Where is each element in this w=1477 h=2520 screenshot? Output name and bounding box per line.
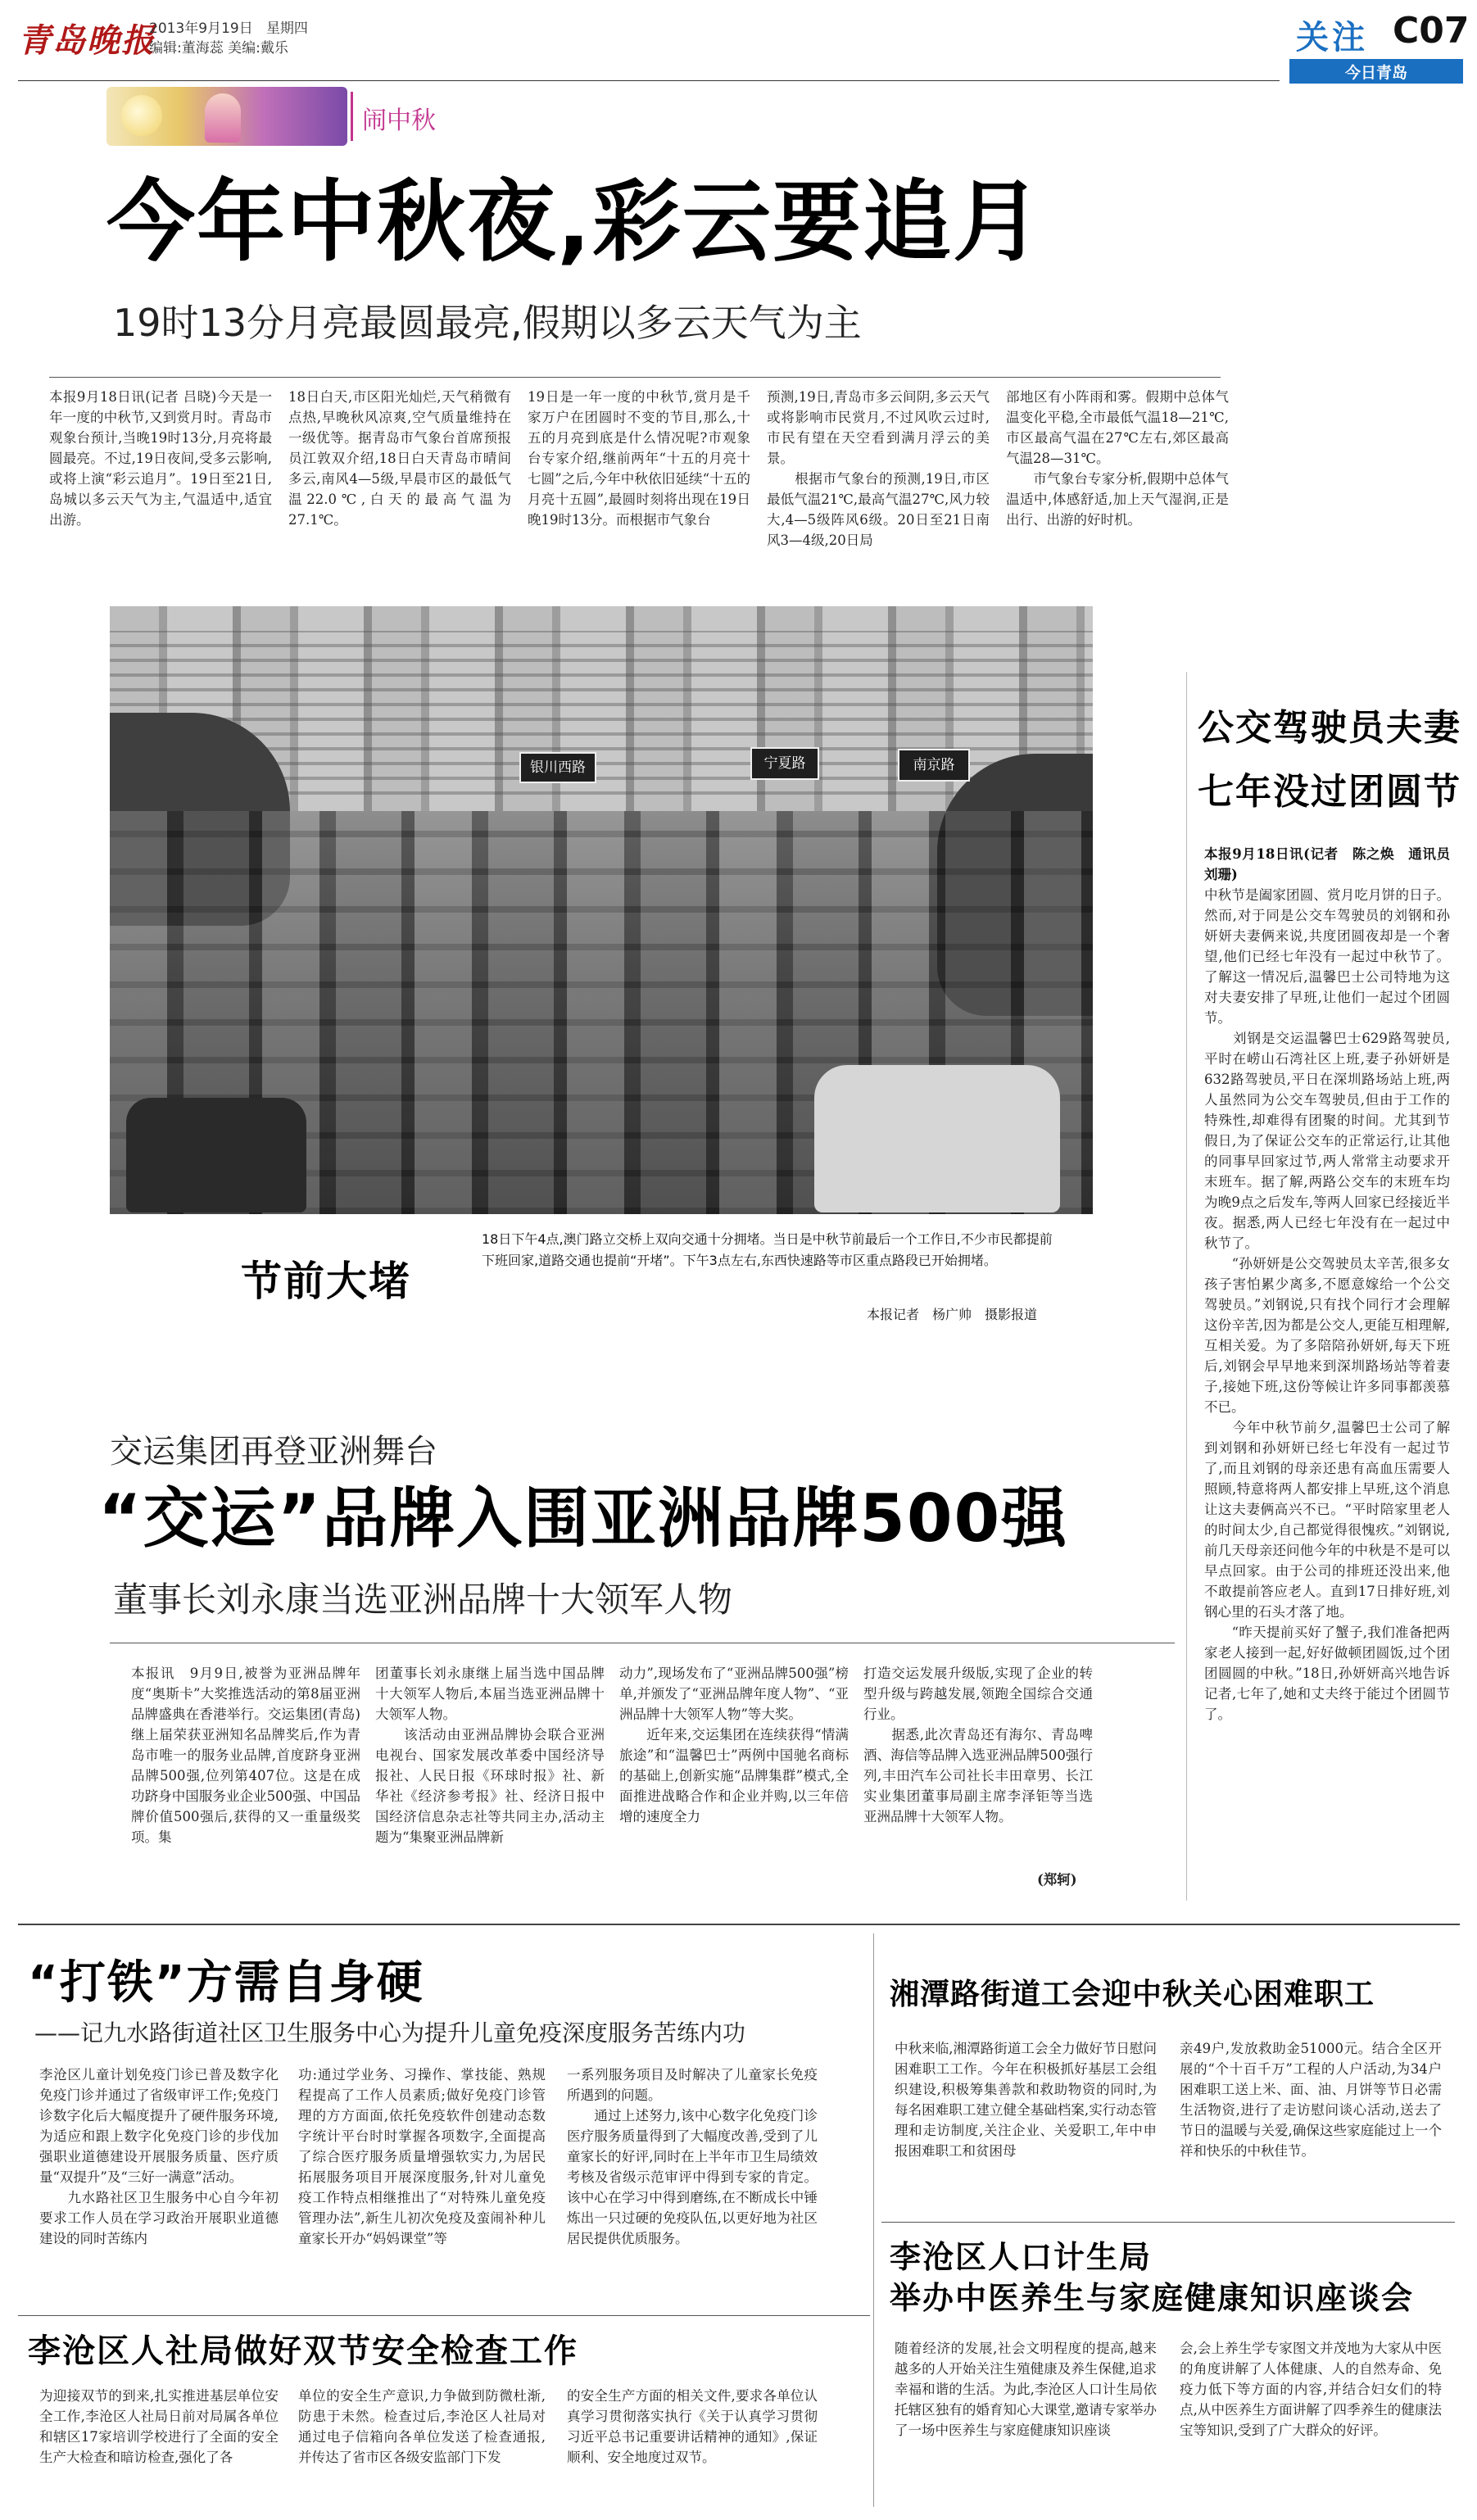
story7-title-line1: 李沧区人口计生局 (890, 2239, 1153, 2275)
story5-col3: 的安全生产方面的相关文件,要求各单位认真学习贯彻落实执行《关于认真学习贯彻习近平总书记重要讲话精神的通知》,保证顺利、安全地度过双节。 (567, 2388, 818, 2465)
story1-col4: 预测,19日,青岛市多云间阴,多云天气或将影响市民赏月,不过风吹云过时,市民有望在天空看到满月浮云的美景。 根据市气象台的预测,19日,市区最低气温21℃,最高气温27℃,风力较大,4—5级阵风6级。20日至21日南风3—4级,20日局 (767, 389, 990, 548)
story2-byline: (郑轲) (1037, 1872, 1077, 1888)
story1-rule (49, 377, 1221, 378)
page-number: C07 (1393, 10, 1470, 52)
traffic-jam-photo (110, 606, 1093, 1214)
photo-title: 节前大堵 (241, 1258, 411, 1305)
story3-text: 中秋节是阖家团圆、赏月吃月饼的日子。然而,对于同是公交车驾驶员的刘钢和孙妍妍夫妻俩来说,共度团圆夜却是一个奢望,他们已经七年没有一起过中秋节了。了解这一情况后,温馨巴士公司特地为这对夫妻安排了早班,让他们一起过个团圆节。 刘钢是交运温馨巴士629路驾驶员,平时在崂山石湾社区上班,妻子孙妍妍是632路驾驶员,平日在深圳路场站上班,两人虽然同为公交车驾驶员,但由于工作的特殊性,却难得有团聚的时间。尤其到节假日,为了保证公交车的正常运行,让其他的同事早回家过节,两人常常主动要求开末班车。据了解,两路公交车的末班车均为晚9点之后发车,等两人回家已经接近半夜。据悉,两人已经七年没有在一起过中秋节了。 “孙妍妍是公交驾驶员太辛苦,很多女孩子害怕累少离多,不愿意嫁给一个公交驾驶员。”刘钢说,只有找个同行才会理解这份辛苦,因为都是公交人,更能互相理解,互相关爱。为了多陪陪孙妍妍,每天下班后,刘钢会早早地来到深圳路场站等着妻子,接她下班,这份等候让许多同事都羡慕不已。 今年中秋节前夕,温馨巴士公司了解到刘钢和孙妍妍已经七年没有一起过节了,而且刘钢的母亲还患有高血压需要人照顾,特意将两人都安排上早班,这个消息让这夫妻俩高兴不已。“平时陪家里老人的时间太少,自己都觉得很愧疚。”刘钢说,前几天母亲还问他今年的中秋是不是可以早点回家。由于公司的排班还没出来,他不敢提前答应老人。直到17日排好班,刘钢心里的石头才落了地。 “昨天提前买好了蟹子,我们准备把两家老人接到一起,好好做顿团圆饭,过个团团圆圆的中秋。”18日,孙妍妍高兴地告诉记者,七年了,她和丈夫终于能过个团圆节了。 (1204, 887, 1450, 1722)
story1-subtitle: 19时13分月亮最圆最亮,假期以多云天气为主 (113, 301, 862, 345)
story2-col3: 动力”,现场发布了“亚洲品牌500强”榜单,并颁发了“亚洲品牌年度人物”、“亚洲品牌十大领军人物”等大奖。 近年来,交运集团在连续获得“情满旅途”和“温馨巴士”两例中国驰名商标的基础上,创新实施“品牌集群”模式,全面推进战略合作和企业并购,以三年倍增的速度全力 (619, 1666, 849, 1824)
story1-headline: 今年中秋夜,彩云要追月 (106, 171, 1044, 274)
newspaper-logo: 青岛晚报 (18, 21, 156, 60)
story2-kicker: 交运集团再登亚洲舞台 (110, 1433, 437, 1471)
masthead-rule (18, 80, 1280, 81)
subsection-label: 今日青岛 (1344, 64, 1407, 82)
lady-figure-icon (205, 93, 241, 143)
story4-subtitle: ——记九水路街道社区卫生服务中心为提升儿童免疫深度服务苦练内功 (34, 2019, 746, 2046)
bottom-column-rule (873, 1933, 874, 2507)
story1-col1: 本报9月18日讯(记者 吕晓)今天是一年一度的中秋节,又到赏月时。青岛市观象台预计,当晚19时13分,月亮将最圆最亮。不过,19日夜间,受多云影响,或将上演“彩云追月”。19日至21日,岛城以多云天气为主,气温适中,适宜出游。 (49, 389, 272, 528)
mid-autumn-banner-art (106, 87, 347, 146)
story2-col2: 团董事长刘永康继上届当选中国品牌十大领军人物后,本届当选亚洲品牌十大领军人物。 该活动由亚洲品牌协会联合亚洲电视台、国家发展改革委中国经济导报社、人民日报《环球时报》社、新华社《经济参考报》社、经济日报中国经济信息杂志社等共同主办,活动主题为“集聚亚洲品牌新 (375, 1666, 605, 1845)
foreground-car (814, 1065, 1060, 1212)
story2-headline: “交运”品牌入围亚洲品牌500强 (98, 1480, 1069, 1557)
story6-col2: 亲49户,发放救助金51000元。结合全区开展的“个十百千万”工程的人户活动,为34户困难职工送上米、面、油、月饼等节日必需生活物资,进行了走访慰问谈心活动,送去了节日的温暖与关爱,确保这些家庭能过上一个祥和快乐的中秋佳节。 (1180, 2041, 1442, 2159)
story7-title-line2: 举办中医养生与家庭健康知识座谈会 (890, 2280, 1415, 2316)
road-sign-2: 宁夏路 (750, 747, 819, 780)
banner-label: 闹中秋 (362, 107, 436, 135)
foreground-car-left (126, 1098, 306, 1212)
moon-icon (121, 95, 162, 136)
right-column-rule (1186, 672, 1187, 1901)
story5-headline: 李沧区人社局做好双节安全检查工作 (28, 2332, 578, 2370)
story3-title-line1: 公交驾驶员夫妻 (1198, 707, 1461, 749)
story2-col4: 打造交运发展升级版,实现了企业的转型升级与跨越发展,领跑全国综合交通行业。 据悉,此次青岛还有海尔、青岛啤酒、海信等品牌入选亚洲品牌500强行列,丰田汽车公司社长丰田章男、长江实业集团董事局副主席李泽钜等当选亚洲品牌十大领军人物。 (863, 1666, 1093, 1824)
story3-byline: 本报9月18日讯(记者 陈之焕 通讯员 刘珊) (1204, 846, 1464, 882)
story1-col2: 18日白天,市区阳光灿烂,天气稍微有点热,早晚秋风凉爽,空气质量维持在一级优等。据青岛市气象台首席预报员江敦双介绍,18日白天青岛市晴间多云,南风4—5级,早晨市区的最低气温22.0℃,白天的最高气温为27.1℃。 (288, 389, 511, 528)
story7-col1: 随着经济的发展,社会文明程度的提高,越来越多的人开始关注生殖健康及养生保健,追求幸福和谐的生活。为此,李沧区人口计生局依托辖区独有的婚育知心大课堂,邀请专家举办了一场中医养生与家庭健康知识座谈 (895, 2341, 1157, 2438)
section-label: 关注 (1296, 19, 1368, 57)
story6-col1: 中秋来临,湘潭路街道工会全力做好节日慰问困难职工工作。今年在积极抓好基层工会组织建设,积极筹集善款和救助物资的同时,为每名困难职工建立健全基础档案,实行动态管理和走访制度,关注企业、关爱职工,年中申报困难职工和贫困母 (895, 2041, 1157, 2159)
road-sign-1: 银川西路 (519, 752, 596, 783)
banner-divider (351, 92, 353, 141)
photo-credit: 本报记者 杨广帅 摄影报道 (867, 1307, 1038, 1322)
story1-col5: 部地区有小阵雨和雾。假期中总体气温变化平稳,全市最低气温18—21℃,市区最高气温在27℃左右,郊区最高气温28—31℃。 市气象台专家分析,假期中总体气温适中,体感舒适,加上天气湿润,正是出行、出游的好时机。 (1006, 389, 1229, 528)
story4-col3: 一系列服务项目及时解决了儿童家长免疫所遇到的问题。 通过上述努力,该中心数字化免疫门诊医疗服务质量得到了大幅度改善,受到了儿童家长的好评,同时在上半年市卫生局绩效考核及省级示范审评中得到专家的肯定。该中心在学习中得到磨练,在不断成长中锤炼出一只过硬的免疫队伍,以更好地为社区居民提供优质服务。 (567, 2067, 818, 2246)
date-text: 2013年9月19日 (149, 20, 253, 37)
story7-rule (881, 2222, 1455, 2223)
story4-col1: 李沧区儿童计划免疫门诊已普及数字化免疫门诊并通过了省级审评工作;免疫门诊数字化后大幅度提升了硬件服务环境,为适应和跟上数字化免疫门诊的步伐加强职业道德建设开展服务质量、医疗质量“双提升”及“三好一满意”活动。 九水路社区卫生服务中心自今年初要求工作人员在学习政治开展职业道德建设的同时苦练内 (39, 2067, 279, 2246)
story4-headline: “打铁”方需自身硬 (28, 1956, 424, 2010)
issue-date (149, 16, 308, 37)
story3-title-line2: 七年没过团圆节 (1198, 771, 1461, 813)
editor-credits: 编辑:董海蕊 美编:戴乐 (149, 40, 288, 57)
bottom-section-rule (18, 1924, 1460, 1925)
story5-col2: 单位的安全生产意识,力争做到防微杜渐,防患于未然。检查过后,李沧区人社局对通过电子信箱向各单位发送了检查通报,并传达了省市区各级安监部门下发 (298, 2388, 546, 2465)
story5-col1: 为迎接双节的到来,扎实推进基层单位安全工作,李沧区人社局日前对局属各单位和辖区17家培训学校进行了全面的安全生产大检查和暗访检查,强化了各 (39, 2388, 279, 2465)
story5-rule (18, 2315, 870, 2316)
story1-col3: 19日是一年一度的中秋节,赏月是千家万户在团圆时不变的节目,那么,十五的月亮到底是什么情况呢?市观象台专家介绍,继前两年“十五的月亮十七圆”之后,今年中秋依旧延续“十五的月亮十五圆”,最圆时刻将出现在19日晚19时13分。而根据市气象台 (528, 389, 750, 528)
story2-subtitle: 董事长刘永康当选亚洲品牌十大领军人物 (113, 1580, 733, 1620)
story4-col2: 功:通过学业务、习操作、掌技能、熟规程提高了工作人员素质;做好免疫门诊管理的方方面面,依托免疫软件创建动态数字统计平台时时掌握各项数字,全面提高了综合医疗服务质量增强软实力,为居民拓展服务项目开展深度服务,针对儿童免疫工作特点相继推出了“对特殊儿童免疫管理办法”,新生儿初次免疫及蛮闹补种儿童家长开办“妈妈课堂”等 (298, 2067, 546, 2246)
story2-col1: 本报讯 9月9日,被誉为亚洲品牌年度“奥斯卡”大奖推选活动的第8届亚洲品牌盛典在香港举行。交运集团(青岛)继上届荣获亚洲知名品牌奖后,作为青岛市唯一的服务业品牌,首度跻身亚洲品牌500强,位列第407位。这是在成功跻身中国服务业企业500强、中国品牌价值500强后,获得的又一重量级奖项。集 (131, 1666, 360, 1845)
story7-col2: 会,会上养生学专家图文并茂地为大家从中医的角度讲解了人体健康、人的自然寿命、免疫力低下等方面的内容,并结合妇女们的特点,从中医养生方面讲解了四季养生的健康法宝等知识,受到了广大群众的好评。 (1180, 2341, 1442, 2438)
photo-caption: 18日下午4点,澳门路立交桥上双向交通十分拥堵。当日是中秋节前最后一个工作日,不少市民都提前下班回家,道路交通也提前“开堵”。下午3点左右,东西快速路等市区重点路段已开始拥堵。 (482, 1231, 1053, 1268)
story6-headline: 湘潭路街道工会迎中秋关心困难职工 (890, 1978, 1375, 2011)
weekday-text: 星期四 (265, 20, 308, 37)
road-sign-3: 南京路 (898, 749, 970, 782)
